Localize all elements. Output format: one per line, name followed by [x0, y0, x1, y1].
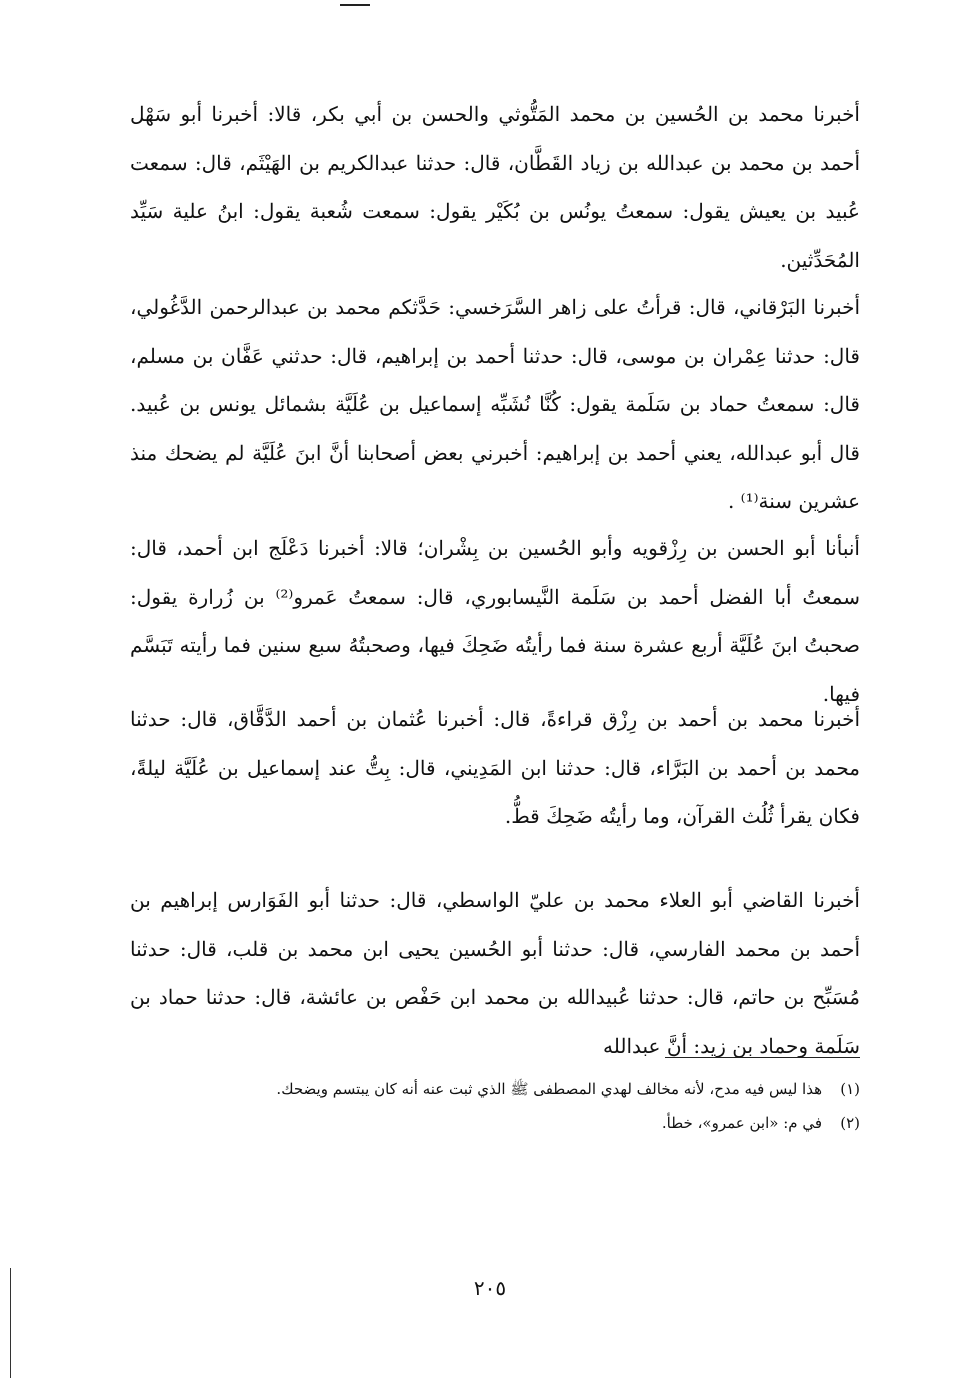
footnote-1	[120, 1072, 860, 1106]
paragraph-1: أخبرنا محمد بن الحُسين بن محمد المَتُّوثي والحسن بن أبي بكر، قالا: أخبرنا أبو سَهْل أحمد بن محمد بن عبدالله بن زياد القَطَّان، قال: حدثنا عبدالكريم بن الهَيْثَم، قال: سمعت عُبيد بن يعيش يقول: سمعتُ يونُس بن بُكَيْر يقول: سمعت شُعبة يقول: ابنُ علية سَيِّد المُحَدِّثين.	[130, 102, 861, 272]
footnote-text: في م: «ابن عمرو»، خطأ.	[661, 1114, 822, 1132]
footnotes	[120, 1072, 860, 1140]
footnote-number: (٢)	[840, 1114, 860, 1132]
footnote-separator	[665, 1057, 860, 1058]
paragraph-3: أنبأنا أبو الحسن بن رِزْقويه وأبو الحُسين بن بِشْران؛ قالا: أخبرنا دَعْلَج ابن أحمد، قال: سمعتُ أبا الفضل أحمد بن سَلَمة النَّيسابوري، قال: سمعتُ عَمرو⁽²⁾ بن زُرارة يقول: صحبتُ ابنَ عُلَيَّة أربع عشرة سنة فما رأيتُه ضَحِكَ فيها، وصحبتُهُ سبع سنين فما رأيته تَبَسَّم فيها.	[130, 536, 860, 706]
paragraph-4: أخبرنا محمد بن أحمد بن رِزْق قراءةً، قال: أخبرنا عُثمان بن أحمد الدَّقَّاق، قال: حدثنا محمد بن أحمد بن البَرَّاء، قال: حدثنا ابن المَدِيني، قال: بِتُّ عند إسماعيل بن عُلَيَّة ليلةً، فكان يقرأ ثُلُث القرآن، وما رأيتُه ضَحِكَ قطُّ.	[130, 707, 860, 828]
page-number: ٢٠٥	[473, 1276, 507, 1300]
scan-edge-line	[10, 1268, 11, 1378]
footnote-text: هذا ليس فيه مدح، لأنه مخالف لهدي المصطفى ﷺ الذي ثبت عنه أنه كان يبتسم ويضحك.	[276, 1080, 822, 1098]
footnote-2	[120, 1106, 860, 1140]
header-mark	[340, 4, 370, 6]
footnote-number: (١)	[840, 1080, 860, 1098]
paragraph-5: أخبرنا القاضي أبو العلاء محمد بن عليّ الواسطي، قال: حدثنا أبو الفَوَارس إبراهيم بن أحمد بن محمد الفارسي، قال: حدثنا أبو الحُسين يحيى ابن محمد بن قلب، قال: حدثنا مُسَبِّح بن حاتم، قال: حدثنا عُبيدالله بن محمد ابن حَفْص بن عائشة، قال: حدثنا حماد بن سَلَمة وحماد بن زيد: أنَّ عبدالله	[130, 888, 860, 1058]
paragraph-2: أخبرنا البَرْقاني، قال: قرأتُ على زاهر السَّرَخسي: حَدَّثكم محمد بن عبدالرحمن الدَّغُولي، قال: حدثنا عِمْران بن موسى، قال: حدثنا أحمد بن إبراهيم، قال: حدثني عَفَّان بن مسلم، قال: سمعتُ حماد بن سَلَمة يقول: كُنَّا نُشَبِّه إسماعيل بن عُلَيَّة بشمائل يونس بن عُبيد. قال أبو عبدالله، يعني أحمد بن إبراهيم: أخبرني بعض أصحابنا أنَّ ابنَ عُلَيَّة لم يضحك منذ عشرين سنة⁽¹⁾ .	[130, 295, 860, 513]
